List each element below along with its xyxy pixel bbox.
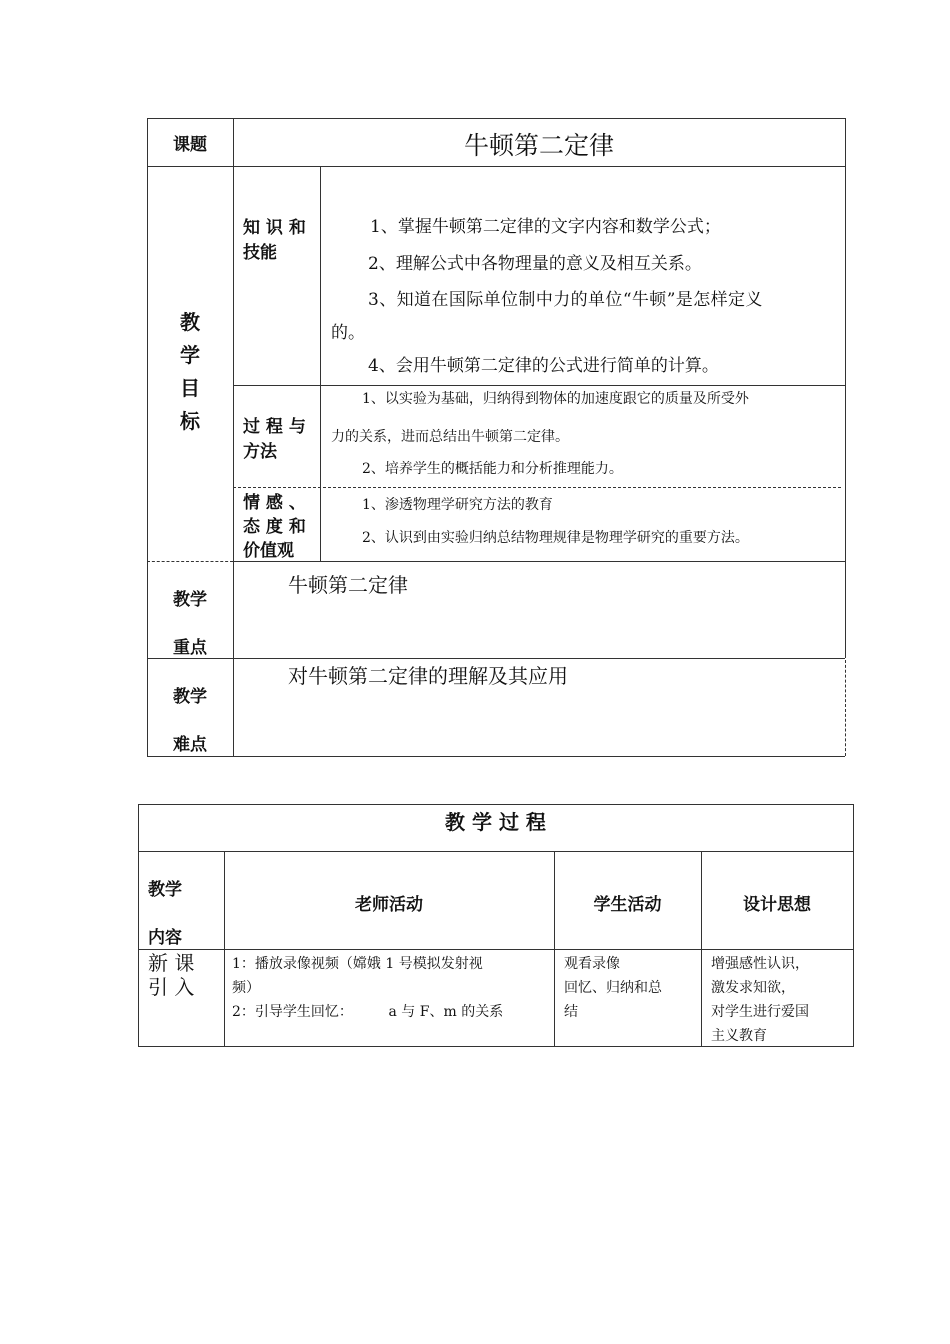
student-activity-cell <box>564 952 662 1024</box>
emotion-label-line: 价值观 <box>243 541 294 561</box>
design-idea-line: 激发求知欲， <box>711 980 795 996</box>
difficulty-label <box>147 673 233 769</box>
table-border <box>233 561 845 562</box>
key-point-label-line: 教学 <box>173 590 207 610</box>
design-idea-cell <box>711 952 809 1048</box>
knowledge-item: 1、掌握牛顿第二定律的文字内容和数学公式； <box>370 217 721 237</box>
table-border <box>224 851 225 1047</box>
objectives-char: 标 <box>180 409 200 433</box>
knowledge-label-line: 技能 <box>243 243 277 263</box>
student-activity-line: 结 <box>564 1004 578 1020</box>
design-idea-line: 主义教育 <box>711 1028 767 1044</box>
knowledge-label <box>243 216 306 266</box>
emotion-label <box>243 491 306 563</box>
row-content-line: 新 课 <box>148 951 195 975</box>
student-column-header: 学生活动 <box>593 895 662 915</box>
teacher-activity-cell <box>232 952 503 1024</box>
emotion-label-line: 情 感 、 <box>243 493 306 513</box>
teacher-column-header: 老师活动 <box>355 895 423 915</box>
content-column-header-line: 内容 <box>148 928 182 948</box>
key-point-label-line: 重点 <box>173 638 207 658</box>
student-activity-line: 回忆、归纳和总 <box>564 980 662 996</box>
knowledge-item: 3、知道在国际单位制中力的单位“牛顿”是怎样定义 <box>368 290 763 310</box>
table-border <box>845 660 846 756</box>
table-border <box>233 385 845 386</box>
process-item: 1、以实验为基础，归纳得到物体的加速度跟它的质量及所受外 <box>362 391 749 407</box>
emotion-item: 1、渗透物理学研究方法的教育 <box>362 497 553 513</box>
content-column-header-line: 教学 <box>148 880 182 900</box>
emotion-item: 2、认识到由实验归纳总结物理规律是物理学研究的重要方法。 <box>362 530 749 546</box>
table-border <box>701 851 702 1047</box>
table-border <box>845 118 846 658</box>
table-border <box>233 487 841 488</box>
table-border <box>233 118 234 756</box>
content-column-header <box>148 866 182 962</box>
row-content-line: 引 入 <box>148 975 195 999</box>
knowledge-item: 4、会用牛顿第二定律的公式进行简单的计算。 <box>368 356 719 376</box>
objectives-char: 教 <box>180 310 200 334</box>
lesson-title: 牛顿第二定律 <box>463 131 614 160</box>
teacher-activity-line: 1：播放录像视频（嫦娥 1 号模拟发射视 <box>232 956 483 972</box>
row-content-cell <box>148 951 194 999</box>
teacher-activity-line: 2：引导学生回忆： a 与 F、m 的关系 <box>232 1004 504 1020</box>
process-label-line: 方法 <box>243 442 277 462</box>
process-header: 教 学 过 程 <box>445 810 546 834</box>
key-point-label <box>147 576 233 672</box>
difficulty-label-line: 教学 <box>173 687 207 707</box>
objectives-char: 目 <box>180 376 200 400</box>
key-point-value: 牛顿第二定律 <box>288 573 408 597</box>
table-border <box>320 166 321 561</box>
table-border <box>138 851 853 852</box>
difficulty-value: 对牛顿第二定律的理解及其应用 <box>288 664 568 688</box>
objectives-label <box>147 306 233 438</box>
table-border <box>138 804 139 1047</box>
table-border <box>147 756 845 757</box>
knowledge-item: 的。 <box>331 323 365 343</box>
difficulty-label-line: 难点 <box>173 735 207 755</box>
design-idea-line: 增强感性认识， <box>711 956 809 972</box>
knowledge-label-line: 知 识 和 <box>243 218 306 238</box>
design-column-header: 设计思想 <box>743 895 811 915</box>
table-border <box>147 658 845 659</box>
table-border <box>147 561 233 562</box>
table-border <box>554 851 555 1047</box>
process-item: 力的关系，进而总结出牛顿第二定律。 <box>331 429 569 445</box>
table-border <box>147 118 845 119</box>
process-item: 2、培养学生的概括能力和分析推理能力。 <box>362 461 623 477</box>
knowledge-item: 2、理解公式中各物理量的意义及相互关系。 <box>368 254 702 274</box>
table-border <box>853 804 854 1047</box>
topic-label: 课题 <box>173 135 207 155</box>
table-border <box>147 166 845 167</box>
student-activity-line: 观看录像 <box>564 956 620 972</box>
teacher-activity-line: 频） <box>232 980 260 996</box>
table-border <box>138 804 853 805</box>
process-label-line: 过 程 与 <box>243 417 306 437</box>
design-idea-line: 对学生进行爱国 <box>711 1004 809 1020</box>
objectives-char: 学 <box>180 343 200 367</box>
table-border <box>138 949 853 950</box>
emotion-label-line: 态 度 和 <box>243 517 306 537</box>
process-label <box>243 415 306 465</box>
